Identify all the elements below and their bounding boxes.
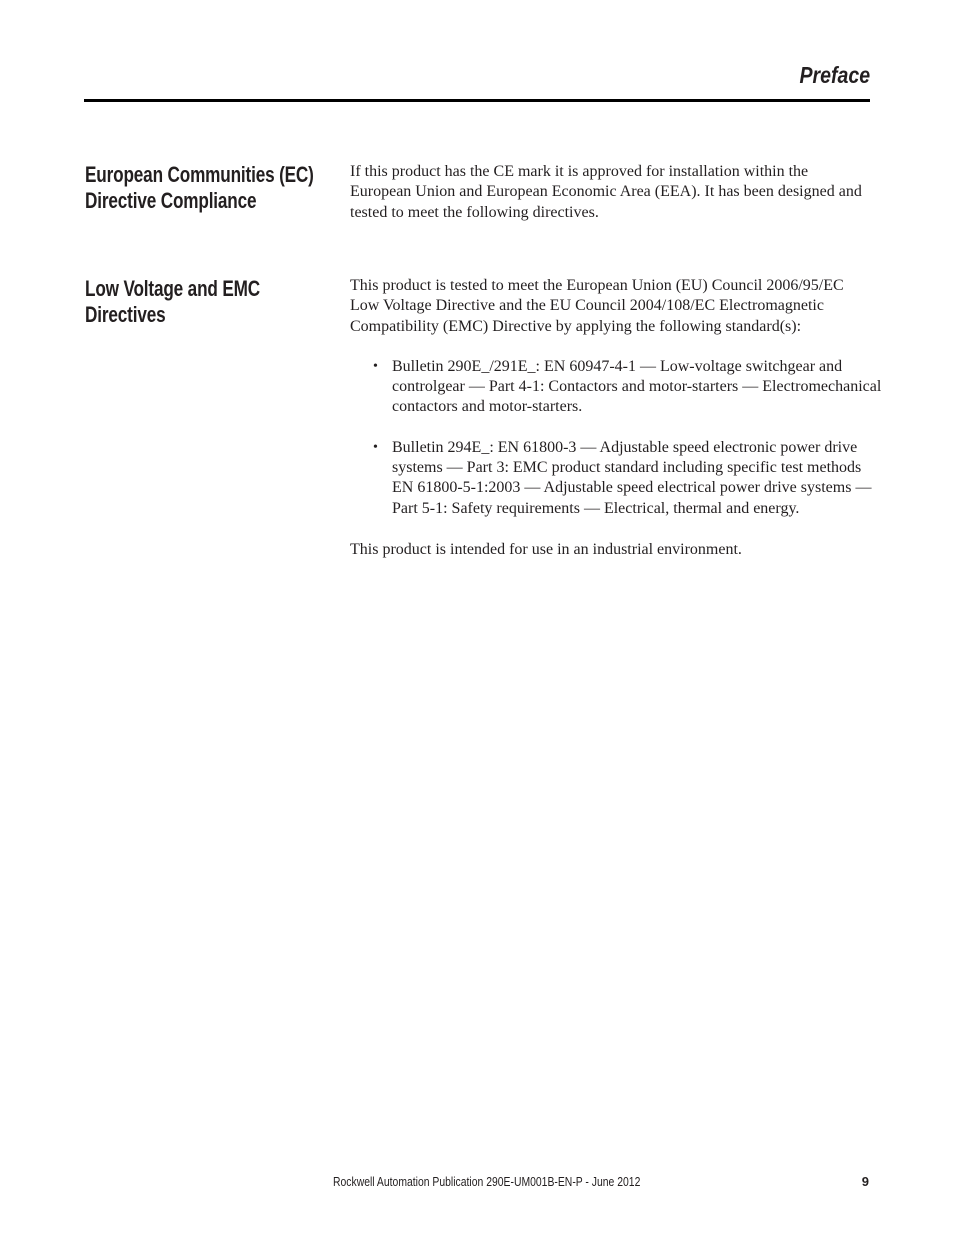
ec-directive-paragraph (350, 162, 862, 223)
text-line: Part 5-1: Safety requirements — Electrical, thermal and energy. (392, 499, 800, 517)
text-line: European Union and European Economic Area (EEA). It has been designed and (350, 183, 862, 201)
text-line: Low Voltage Directive and the EU Council 2004/108/EC Electromagnetic (350, 297, 824, 315)
heading-line: Directives (85, 302, 166, 327)
text-line: systems — Part 3: EMC product standard including specific test methods (392, 459, 862, 477)
low-voltage-paragraph (350, 276, 844, 337)
text-line: EN 61800-5-1:2003 — Adjustable speed electrical power drive systems — (392, 479, 872, 497)
bullet-icon: • (373, 440, 378, 455)
bullet-item-294e (373, 438, 872, 519)
text-line: contactors and motor-starters. (392, 398, 583, 416)
bullet-item-290e (373, 357, 882, 418)
header-rule (84, 99, 870, 102)
text-line: If this product has the CE mark it is approved for installation within the (350, 163, 809, 180)
heading-line: Low Voltage and EMC (85, 276, 261, 301)
text-line: Bulletin 294E_: EN 61800-3 — Adjustable speed electronic power drive (392, 439, 858, 456)
text-line: Bulletin 290E_/291E_: EN 60947-4-1 — Low-voltage switchgear and (392, 358, 843, 375)
bullet-icon: • (373, 359, 378, 374)
section-heading-low-voltage-emc (85, 276, 260, 328)
footer-publication: Rockwell Automation Publication 290E-UM001B-EN-P - June 2012 (333, 1174, 641, 1189)
section-heading-ec-directive (85, 162, 314, 214)
text-line: Compatibility (EMC) Directive by applying the following standard(s): (350, 317, 802, 335)
text-line: controlgear — Part 4-1: Contactors and motor-starters — Electromechanical (392, 378, 882, 396)
heading-line: European Communities (EC) (85, 162, 314, 187)
text-line: tested to meet the following directives. (350, 203, 599, 221)
closing-paragraph: This product is intended for use in an industrial environment. (350, 541, 742, 558)
text-line: This product is tested to meet the European Union (EU) Council 2006/95/EC (350, 277, 844, 294)
heading-line: Directive Compliance (85, 188, 257, 213)
running-header-title: Preface (799, 62, 870, 88)
page-number: 9 (861, 1174, 869, 1189)
